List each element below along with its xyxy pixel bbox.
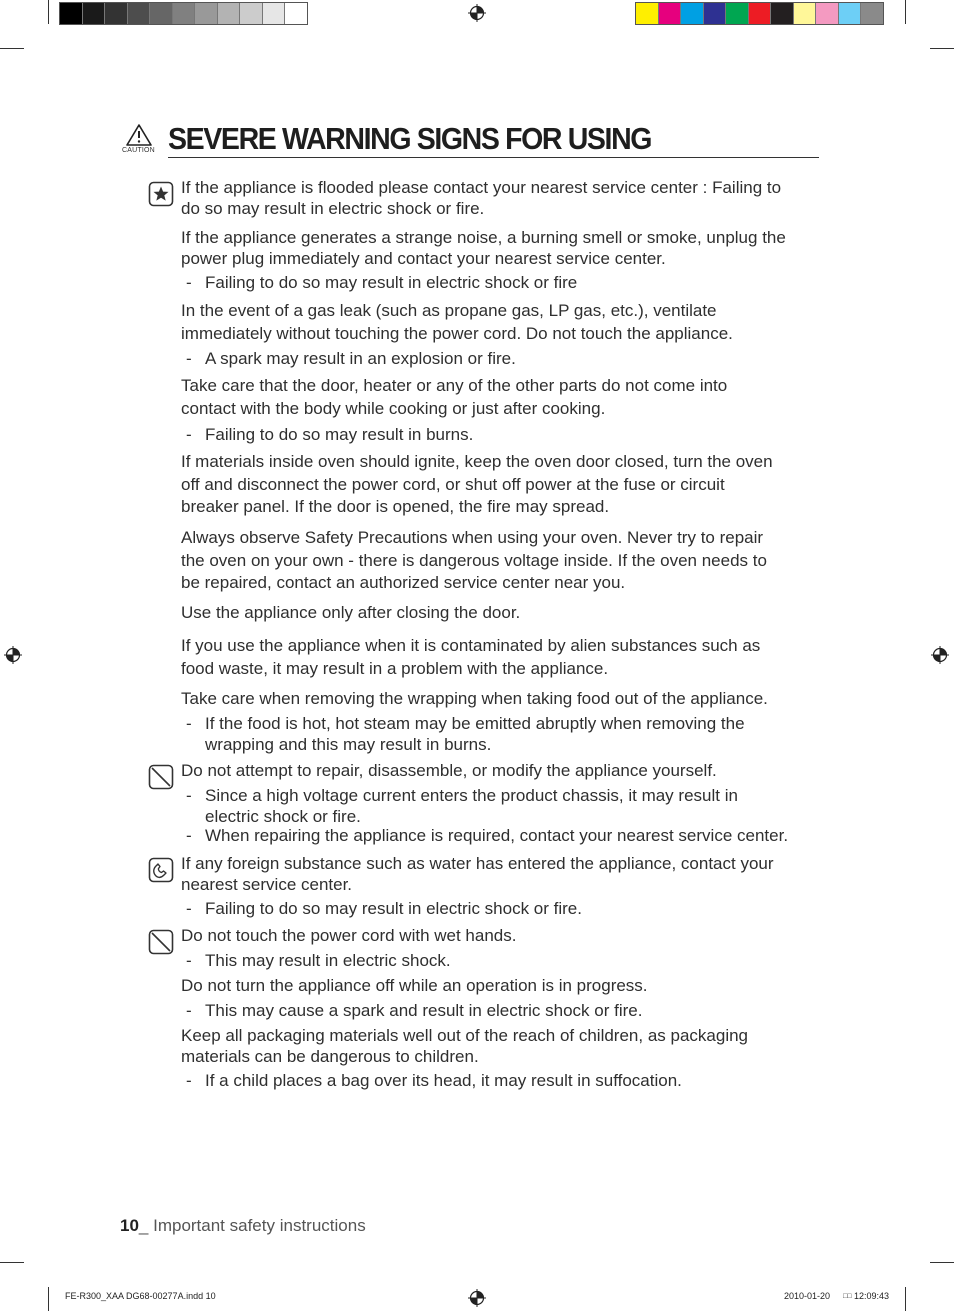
slug-file-name: FE-R300_XAA DG68-00277A.indd 10 xyxy=(65,1291,216,1301)
sub-item xyxy=(205,899,582,920)
page-title: SEVERE WARNING SIGNS FOR USING xyxy=(168,121,652,156)
bullet-dash: - xyxy=(186,786,192,805)
crop-mark xyxy=(0,48,24,49)
crop-mark xyxy=(905,0,906,24)
grayscale-color-bar xyxy=(59,2,308,25)
star-icon xyxy=(148,181,174,207)
swatch xyxy=(285,3,307,24)
text-line: If any foreign substance such as water has entered the appliance, contact your xyxy=(181,854,774,873)
crop-mark xyxy=(930,48,954,49)
footer-section: _ Important safety instructions xyxy=(138,1216,366,1235)
sub-item xyxy=(205,1071,682,1092)
registration-mark-icon xyxy=(4,646,22,664)
sub-item xyxy=(205,273,577,294)
paragraph xyxy=(181,451,773,519)
text-line: Do not turn the appliance off while an operation is in progress. xyxy=(181,976,648,995)
text-line: Failing to do so may result in electric shock or fire. xyxy=(205,899,582,918)
swatch xyxy=(681,3,704,24)
crop-mark xyxy=(0,1262,24,1263)
text-line: Failing to do so may result in burns. xyxy=(205,425,474,444)
swatch xyxy=(218,3,241,24)
swatch xyxy=(83,3,106,24)
paragraph xyxy=(181,635,760,680)
paragraph xyxy=(181,976,648,997)
paragraph xyxy=(181,761,717,782)
paragraph xyxy=(181,1026,748,1067)
text-line: If a child places a bag over its head, it may result in suffocation. xyxy=(205,1071,682,1090)
page-footer xyxy=(120,1216,366,1236)
paragraph xyxy=(181,300,733,345)
text-line: When repairing the appliance is required, contact your nearest service center. xyxy=(205,826,789,845)
text-line: Always observe Safety Precautions when using your oven. Never try to repair xyxy=(181,528,764,547)
paragraph xyxy=(181,689,768,710)
swatch xyxy=(60,3,83,24)
swatch xyxy=(726,3,749,24)
text-line: off and disconnect the power cord, or shut off power at the fuse or circuit xyxy=(181,474,725,494)
text-line: Use the appliance only after closing the door. xyxy=(181,603,521,622)
sub-item xyxy=(205,425,473,446)
registration-mark-icon xyxy=(468,1289,486,1307)
swatch xyxy=(794,3,817,24)
paragraph xyxy=(181,603,520,624)
paragraph xyxy=(181,926,516,947)
prohibited-icon xyxy=(148,929,174,955)
bullet-dash: - xyxy=(186,951,192,970)
bullet-dash: - xyxy=(186,273,192,292)
caution-triangle-icon xyxy=(125,123,153,147)
text-line: materials can be dangerous to children. xyxy=(181,1046,479,1066)
sub-item xyxy=(205,1001,642,1022)
paragraph xyxy=(181,527,767,595)
text-line: A spark may result in an explosion or fire. xyxy=(205,349,516,368)
swatch xyxy=(816,3,839,24)
text-line: the oven on your own - there is dangerous voltage inside. If the oven needs to xyxy=(181,550,767,570)
sub-item xyxy=(205,349,516,370)
text-line: This may result in electric shock. xyxy=(205,951,451,970)
text-line: If the food is hot, hot steam may be emitted abruptly when removing the xyxy=(205,714,745,733)
text-line: do so may result in electric shock or fire. xyxy=(181,198,485,218)
text-line: Do not attempt to repair, disassemble, or modify the appliance yourself. xyxy=(181,761,717,780)
swatch xyxy=(771,3,794,24)
text-line: food waste, it may result in a problem with the appliance. xyxy=(181,658,609,678)
swatch xyxy=(105,3,128,24)
phone-icon xyxy=(148,857,174,883)
paragraph xyxy=(181,375,727,420)
text-line: breaker panel. If the door is opened, the fire may spread. xyxy=(181,497,610,516)
text-line: Failing to do so may result in electric shock or fire xyxy=(205,273,578,292)
bullet-dash: - xyxy=(186,826,192,845)
slug-time: 12:09:43 xyxy=(854,1291,890,1301)
sub-item xyxy=(205,786,738,827)
text-line: nearest service center. xyxy=(181,874,353,894)
swatch xyxy=(263,3,286,24)
crop-mark xyxy=(48,0,49,24)
swatch xyxy=(839,3,862,24)
slug-date: 2010-01-20 xyxy=(784,1291,831,1301)
text-line: electric shock or fire. xyxy=(205,806,361,826)
swatch xyxy=(240,3,263,24)
swatch xyxy=(173,3,196,24)
prohibited-icon xyxy=(148,764,174,790)
bullet-dash: - xyxy=(186,899,192,918)
bullet-dash: - xyxy=(186,425,192,444)
text-line: contact with the body while cooking or just after cooking. xyxy=(181,398,606,418)
crop-mark xyxy=(905,1287,906,1311)
page-number: 10 xyxy=(120,1216,139,1235)
swatch xyxy=(704,3,727,24)
text-line: If you use the appliance when it is contaminated by alien substances such as xyxy=(181,636,761,655)
paragraph xyxy=(181,854,774,895)
swatch xyxy=(128,3,151,24)
text-line: In the event of a gas leak (such as propane gas, LP gas, etc.), ventilate xyxy=(181,301,717,320)
bullet-dash: - xyxy=(186,349,192,368)
bullet-dash: - xyxy=(186,1071,192,1090)
crop-mark xyxy=(48,1287,49,1311)
sub-item xyxy=(205,951,451,972)
text-line: Take care that the door, heater or any of the other parts do not come into xyxy=(181,376,728,395)
text-line: If materials inside oven should ignite, keep the oven door closed, turn the oven xyxy=(181,452,773,471)
crop-mark xyxy=(930,1262,954,1263)
swatch xyxy=(659,3,682,24)
text-line: power plug immediately and contact your nearest service center. xyxy=(181,248,666,268)
sub-item xyxy=(205,826,788,847)
text-line: Keep all packaging materials well out of the reach of children, as packaging xyxy=(181,1026,749,1045)
text-line: If the appliance generates a strange noise, a burning smell or smoke, unplug the xyxy=(181,228,786,247)
title-underline xyxy=(168,157,819,158)
text-line: Take care when removing the wrapping when taking food out of the appliance. xyxy=(181,689,768,708)
registration-mark-icon xyxy=(468,4,486,22)
swatch xyxy=(636,3,659,24)
text-line: be repaired, contact an authorized service center near you. xyxy=(181,573,626,592)
swatch xyxy=(749,3,772,24)
text-line: Since a high voltage current enters the product chassis, it may result in xyxy=(205,786,738,805)
process-color-bar xyxy=(635,2,884,25)
slug-glyph: □□ xyxy=(843,1293,852,1300)
sub-item xyxy=(205,714,745,755)
swatch xyxy=(195,3,218,24)
paragraph xyxy=(181,178,781,219)
registration-mark-icon xyxy=(931,646,949,664)
swatch xyxy=(861,3,883,24)
text-line: If the appliance is flooded please contact your nearest service center : Failing to xyxy=(181,178,782,197)
swatch xyxy=(150,3,173,24)
text-line: Do not touch the power cord with wet hands. xyxy=(181,926,517,945)
caution-label: CAUTION xyxy=(122,147,155,154)
paragraph xyxy=(181,228,786,269)
text-line: This may cause a spark and result in electric shock or fire. xyxy=(205,1001,643,1020)
bullet-dash: - xyxy=(186,1001,192,1020)
bullet-dash: - xyxy=(186,714,192,733)
text-line: wrapping and this may result in burns. xyxy=(205,734,492,754)
text-line: immediately without touching the power cord. Do not touch the appliance. xyxy=(181,323,733,343)
